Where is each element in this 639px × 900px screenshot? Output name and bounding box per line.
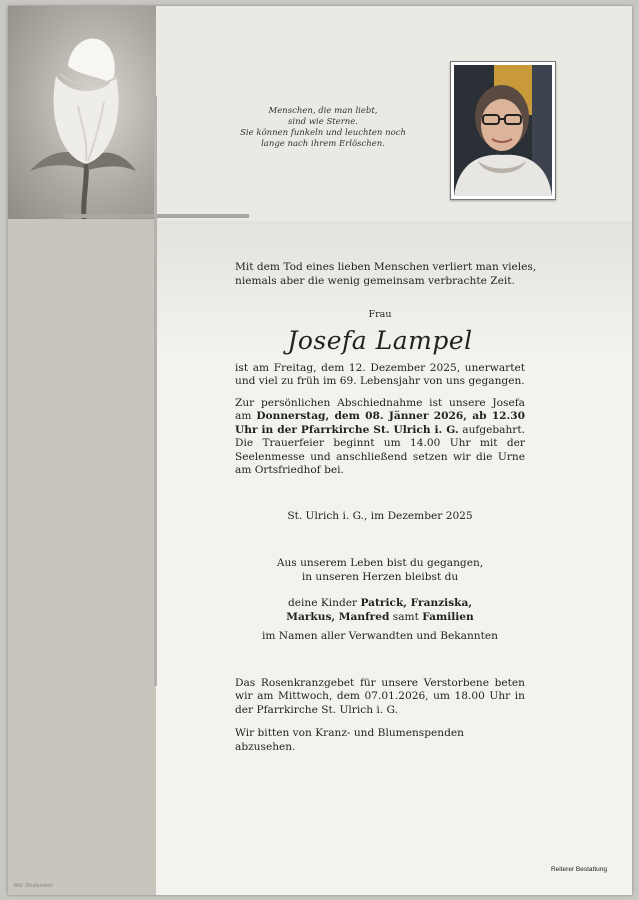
mourners-block bbox=[235, 597, 525, 624]
mourners-prefix: deine Kinder bbox=[287, 597, 358, 609]
verse-line: in unseren Herzen bleibst du bbox=[301, 570, 459, 583]
obituary-sheet bbox=[8, 6, 632, 895]
vertical-rule bbox=[154, 96, 157, 686]
memorial-quote bbox=[233, 106, 413, 150]
portrait-photo bbox=[450, 61, 556, 200]
death-notice: ist am Freitag, dem 12. Dezember 2025, unerwartet und viel zu früh im 69. Lebensjahr von uns gegangen. bbox=[235, 361, 525, 387]
farewell-bold: Donnerstag, dem 08. Jänner 2026, ab 12.30 Uhr in der Pfarrkirche St. Ulrich i. G. bbox=[235, 410, 525, 436]
intro-line: Mit dem Tod eines lieben Menschen verliert man vieles, bbox=[235, 261, 537, 273]
quote-line: Sie können funkeln und leuchten noch bbox=[240, 128, 406, 138]
rosary-text: Das Rosenkranzgebet für unsere Verstorbene beten wir am Mittwoch, dem 07.01.2026, um 18.00 Uhr in der Pfarrkirche St. Ulrich i. G. bbox=[235, 676, 525, 716]
place-date: St. Ulrich i. G., im Dezember 2025 bbox=[287, 509, 473, 522]
farewell-text bbox=[235, 397, 525, 478]
intro-text bbox=[235, 261, 537, 288]
relatives-line: im Namen aller Verwandten und Bekannten bbox=[262, 630, 498, 642]
image-credit: Bild: Shutterstock bbox=[14, 883, 53, 889]
quote-line: sind wie Sterne. bbox=[288, 117, 358, 127]
farewell-verse bbox=[235, 557, 525, 584]
mourners-names: Patrick, Franziska, bbox=[360, 597, 473, 609]
rose-image bbox=[8, 6, 156, 219]
farewell-post: aufgebahrt. Die Trauerfeier beginnt um 14.00 Uhr mit der Seelenmesse und anschließend setzen wir die Urne am Ortsfriedhof bei. bbox=[235, 423, 525, 476]
salutation: Frau bbox=[368, 309, 392, 320]
mourners-families: Familien bbox=[422, 610, 474, 623]
main-content bbox=[235, 261, 537, 754]
verse-line: Aus unserem Leben bist du gegangen, bbox=[276, 557, 484, 569]
farewell-pre: Zur persönlichen Abschiednahme ist unsere Josefa am bbox=[235, 396, 525, 422]
undertaker-name: Reiterer Bestattung bbox=[550, 866, 607, 873]
quote-line: Menschen, die man liebt, bbox=[268, 106, 378, 116]
mourners-samt: samt bbox=[392, 610, 419, 623]
quote-line: lange nach ihrem Erlöschen. bbox=[261, 139, 385, 149]
donations-text: Wir bitten von Kranz- und Blumenspenden abzusehen. bbox=[235, 727, 464, 753]
intro-line: niemals aber die wenig gemeinsam verbrachte Zeit. bbox=[235, 274, 515, 287]
deceased-name: Josefa Lampel bbox=[287, 325, 473, 355]
mourners-names: Markus, Manfred bbox=[286, 610, 390, 623]
